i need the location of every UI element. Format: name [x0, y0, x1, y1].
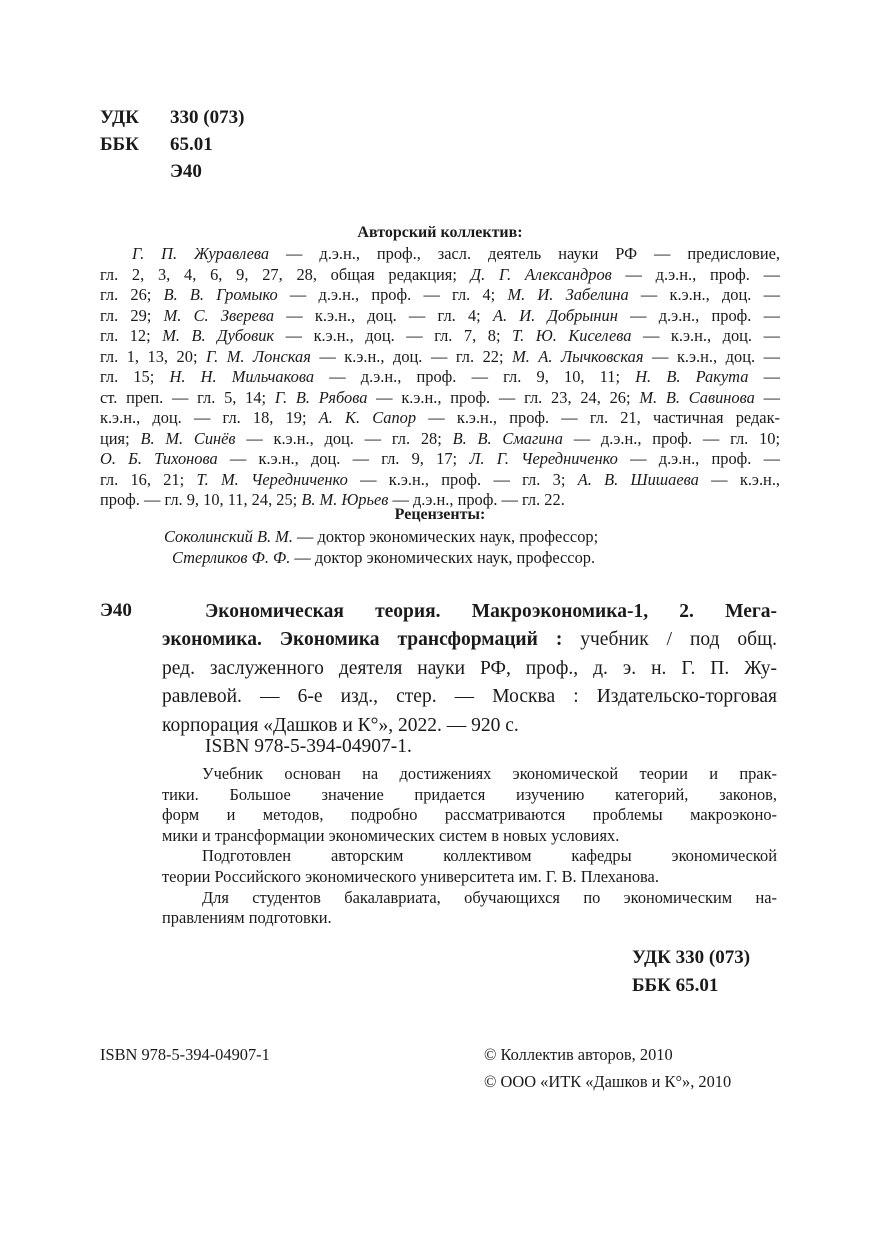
- author-name: Г. В. Рябова: [274, 387, 368, 407]
- author-detail: — к.э.н., доц. —: [628, 285, 780, 304]
- author-name: М. В. Савинова: [639, 387, 755, 407]
- author-detail: гл. 29;: [100, 305, 164, 325]
- authors-line: [100, 244, 780, 265]
- reviewer-1: [164, 526, 598, 547]
- author-name: М. И. Забелина: [507, 285, 629, 304]
- author-detail: — д.э.н., проф. — гл. 4;: [277, 285, 508, 304]
- abstract: [162, 764, 777, 929]
- author-detail: ст. преп. — гл. 5, 14;: [100, 387, 275, 407]
- author-name: Г. М. Лонская: [206, 346, 311, 366]
- entry-line: ред. заслуженного деятеля науки РФ, проф., д. э. н. Г. П. Жу-: [162, 657, 777, 679]
- author-name: О. Б. Тихонова: [100, 449, 218, 468]
- bbk-code: ББК 65.01: [632, 975, 719, 996]
- udk-label: УДК: [100, 107, 139, 128]
- abstract-line: форм и методов, подробно рассматриваются проблемы макроэконо-: [162, 805, 777, 825]
- author-name: А. К. Сапор: [318, 408, 417, 427]
- author-detail: гл. 26;: [100, 285, 164, 304]
- author-detail: к.э.н., доц. — гл. 18, 19;: [100, 408, 319, 427]
- classification-block: [632, 944, 750, 1000]
- author-name: В. В. Смагина: [452, 428, 563, 448]
- author-name: А. И. Добрынин: [492, 305, 618, 325]
- author-detail: гл. 15;: [100, 367, 170, 386]
- authors-list: [100, 244, 780, 511]
- authors-line: [100, 449, 780, 470]
- authors-line: [100, 367, 780, 388]
- authors-line: [100, 388, 780, 409]
- author-detail: —: [748, 367, 780, 386]
- entry-title-cont: экономика. Экономика трансформаций :: [162, 629, 563, 650]
- author-name: В. В. Громыко: [163, 285, 278, 304]
- entry-line: равлевой. — 6-е изд., стер. — Москва : Издательско-торговая: [162, 686, 777, 707]
- author-name: М. А. Лычковская: [512, 346, 644, 366]
- author-detail: — д.э.н., проф., засл. деятель науки РФ — предисловие,: [269, 244, 780, 263]
- reviewer-2: [172, 547, 595, 568]
- author-name: В. М. Синёв: [140, 428, 236, 448]
- udk-code: УДК 330 (073): [632, 947, 751, 968]
- author-name: Г. П. Журавлева: [132, 244, 270, 263]
- author-detail: проф. — гл. 9, 10, 11, 24, 25;: [100, 490, 302, 509]
- authors-title: Авторский коллектив:: [357, 224, 523, 241]
- author-detail: — к.э.н., доц. — гл. 9, 17;: [217, 449, 470, 468]
- entry-line: корпорация «Дашков и К°», 2022. — 920 с.: [162, 714, 519, 736]
- authors-line: [100, 470, 780, 491]
- entry-title-line: Экономическая теория. Макроэкономика-1, 2. Мега-: [205, 601, 777, 622]
- author-name: В. М. Юрьев: [301, 490, 389, 509]
- author-detail: гл. 12;: [100, 326, 163, 345]
- author-name: Н. Н. Мильчакова: [169, 367, 315, 386]
- author-detail: гл. 2, 3, 4, 6, 9, 27, 28, общая редакция;: [100, 264, 471, 284]
- author-name: А. В. Шишаева: [577, 469, 699, 489]
- author-name: Л. Г. Чередниченко: [469, 449, 618, 468]
- author-detail: — к.э.н., доц. — гл. 4;: [274, 305, 493, 325]
- abstract-line: тики. Большое значение придается изучению категорий, законов,: [162, 784, 777, 804]
- reviewer-desc: — доктор экономических наук, профессор;: [292, 527, 599, 546]
- entry-title-rest: учебник / под общ.: [562, 629, 777, 650]
- author-detail: — к.э.н., доц. — гл. 22;: [310, 346, 513, 366]
- author-detail: — д.э.н., проф. — гл. 10;: [562, 428, 781, 448]
- author-detail: — д.э.н., проф. —: [611, 264, 780, 284]
- authors-line: [100, 285, 780, 306]
- author-name: Д. Г. Александров: [470, 264, 612, 284]
- author-name: Т. М. Чередниченко: [196, 469, 348, 489]
- author-detail: — д.э.н., проф. — гл. 9, 10, 11;: [314, 367, 636, 386]
- authors-line: [100, 429, 780, 450]
- authors-line: [100, 265, 780, 286]
- entry-line: [162, 626, 777, 655]
- author-detail: — к.э.н., доц. —: [631, 326, 780, 345]
- author-detail: гл. 16, 21;: [100, 469, 197, 489]
- authors-line: [100, 408, 780, 429]
- entry-isbn: ISBN 978-5-394-04907-1.: [205, 736, 412, 757]
- authors-line: [100, 326, 780, 347]
- author-detail: — к.э.н., доц. — гл. 28;: [235, 428, 453, 448]
- author-detail: — д.э.н., проф. —: [617, 305, 780, 325]
- bbk-label: ББК: [100, 134, 139, 155]
- abstract-line: теории Российского экономического университета им. Г. В. Плеханова.: [162, 866, 659, 886]
- entry-body: [162, 626, 777, 740]
- abstract-line: Для студентов бакалавриата, обучающихся по экономическим на-: [202, 887, 777, 907]
- author-detail: ция;: [100, 428, 141, 448]
- reviewer-name: Соколинский В. М.: [164, 527, 293, 546]
- author-detail: — д.э.н., проф. — гл. 22.: [388, 490, 565, 509]
- author-detail: — к.э.н.,: [698, 469, 781, 489]
- reviewers-title: Рецензенты:: [394, 506, 486, 523]
- author-detail: — д.э.н., проф. —: [617, 449, 781, 468]
- author-name: Н. В. Ракута: [635, 367, 749, 386]
- bbk-value: 65.01: [170, 134, 213, 155]
- copyright-publisher: © ООО «ИТК «Дашков и К°», 2010: [484, 1072, 732, 1091]
- udk-header: [100, 104, 244, 185]
- abstract-line: мики и трансформации экономических систем в новых условиях.: [162, 825, 620, 845]
- reviewer-desc: — доктор экономических наук, профессор.: [290, 548, 596, 567]
- author-detail: — к.э.н., доц. — гл. 7, 8;: [274, 326, 513, 345]
- entry-code: Э40: [100, 600, 132, 621]
- author-detail: — к.э.н., проф. — гл. 23, 24, 26;: [367, 387, 640, 407]
- abstract-line: правлениям подготовки.: [162, 908, 332, 928]
- copyright-authors: © Коллектив авторов, 2010: [484, 1045, 673, 1064]
- authors-line: [100, 347, 780, 368]
- footer-isbn: ISBN 978-5-394-04907-1: [100, 1045, 270, 1064]
- abstract-line: Подготовлен авторским коллективом кафедры экономической: [202, 846, 777, 866]
- author-detail: гл. 1, 13, 20;: [100, 346, 207, 366]
- author-detail: —: [754, 387, 780, 407]
- authors-line: [100, 306, 780, 327]
- author-detail: — к.э.н., проф. — гл. 3;: [347, 469, 578, 489]
- author-name: М. С. Зверева: [163, 305, 275, 325]
- udk-value: 330 (073): [170, 107, 245, 128]
- author-mark: Э40: [170, 161, 202, 182]
- reviewer-name: Стерликов Ф. Ф.: [172, 548, 291, 567]
- entry-title: [205, 598, 777, 627]
- author-name: Т. Ю. Киселева: [512, 326, 632, 345]
- author-detail: — к.э.н., доц. —: [643, 346, 780, 366]
- author-detail: — к.э.н., проф. — гл. 21, частичная редак-: [416, 408, 780, 427]
- abstract-line: Учебник основан на достижениях экономической теории и прак-: [202, 764, 777, 783]
- author-name: М. В. Дубовик: [162, 326, 275, 345]
